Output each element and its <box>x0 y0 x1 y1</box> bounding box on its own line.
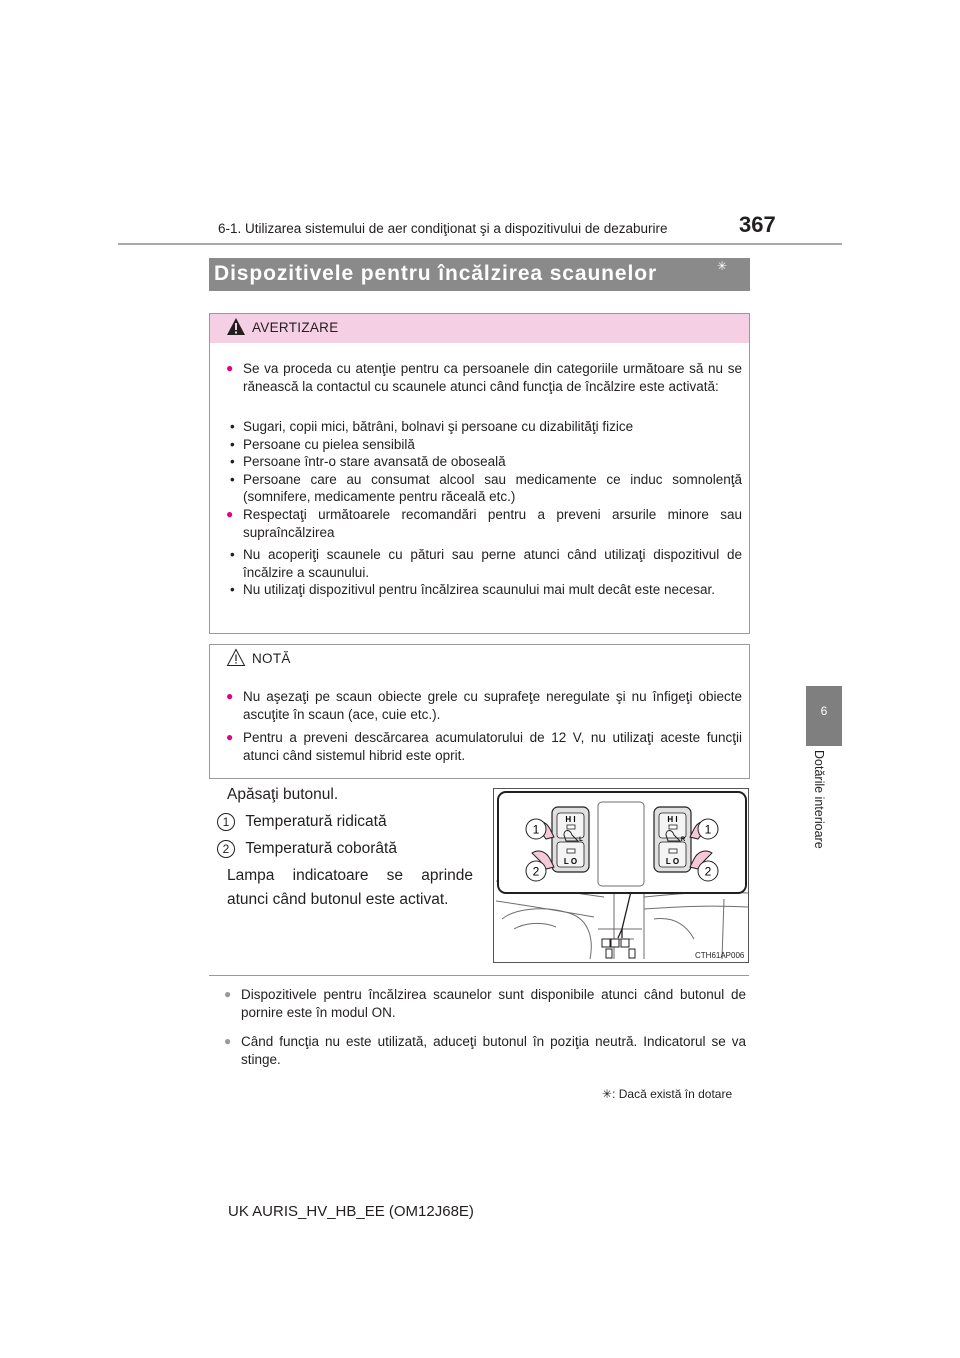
warning-sublist-1 <box>230 418 742 506</box>
bullet-dot-icon: ● <box>224 987 232 1001</box>
right-hi-label: H I <box>667 815 678 824</box>
footnote <box>602 1087 732 1101</box>
bullet-dot-icon: ● <box>226 689 234 703</box>
optional-equipment-star: ✳ <box>717 259 728 273</box>
list-item-text: Nu acoperiţi scaunele cu pături sau perne atunci când utilizaţi dispozitivul de încălzire a scaunului. <box>243 547 742 580</box>
info-bullet-2 <box>224 1033 746 1068</box>
warning-bullet-1 <box>226 360 742 395</box>
figure-callout-1-right: 1 <box>704 822 712 837</box>
list-item: • Persoane cu pielea sensibilă <box>230 436 415 452</box>
list-item: • Persoane care au consumat alcool sau medicamente ce induc somnolenţă (somnifere, medicamente pentru răceală etc.) <box>230 471 742 505</box>
seat-heater-figure <box>493 788 749 963</box>
callout-number: 1 <box>217 813 235 831</box>
footer-model-code: UK AURIS_HV_HB_EE (OM12J68E) <box>228 1203 474 1220</box>
figure-callout-2-left: 2 <box>532 864 540 879</box>
bullet-dot-icon: ● <box>226 361 234 375</box>
info-bullet-2-text: Când funcţia nu este utilizată, aduceţi butonul în poziţia neutră. Indicatorul se va stinge. <box>241 1034 746 1067</box>
instruction-item-1 <box>217 813 387 831</box>
note-bullet-1 <box>226 688 742 723</box>
bullet-dot-icon: ● <box>226 730 234 744</box>
header-title: 6-1. Utilizarea sistemului de aer condiţionat şi a dispozitivului de dezaburire <box>218 221 668 236</box>
instruction-item-1-text: Temperatură ridicată <box>245 813 387 830</box>
warning-bullet-1-text: Se va proceda cu atenţie pentru ca persoanele din categoriile următoare să nu se rănească la contactul cu scaunele atunci când funcţia de încălzire este activată: <box>243 361 742 394</box>
seat-heater-illustration <box>494 789 749 963</box>
header-divider <box>118 243 842 245</box>
list-item-text: Nu utilizaţi dispozitivul pentru încălzirea scaunului mai mult decât este necesar. <box>243 582 715 598</box>
instruction-press: Apăsaţi butonul. <box>227 786 339 803</box>
note-bullet-1-text: Nu aşezaţi pe scaun obiecte grele cu suprafeţe neregulate şi nu înfigeţi obiecte ascuţite în scaun (ace, cuie etc.). <box>243 689 742 722</box>
figure-callout-2-right: 2 <box>704 864 712 879</box>
bullet-dot-icon: ● <box>224 1034 232 1048</box>
list-item-text: Persoane cu pielea sensibilă <box>243 436 415 452</box>
instruction-item-2 <box>217 840 397 858</box>
left-hi-label: H I <box>565 815 576 824</box>
page-number: 367 <box>739 212 776 237</box>
list-item-text: Persoane care au consumat alcool sau medicamente ce induc somnolenţă (somnifere, medicamente pentru răceală etc.) <box>243 471 742 505</box>
info-bullet-1 <box>224 986 746 1021</box>
right-seat-letter: R <box>680 837 686 843</box>
figure-code: CTH61AP006 <box>695 951 745 960</box>
chapter-tab-number: 6 <box>820 704 828 718</box>
list-item-text: Persoane într-o stare avansată de oboseală <box>243 454 506 470</box>
callout-number: 2 <box>217 840 235 858</box>
instruction-lamp: Lampa indicatoare se aprinde atunci când butonul este activat. <box>227 867 473 908</box>
note-bullet-2-text: Pentru a preveni descărcarea acumulatorului de 12 V, nu utilizaţi aceste funcţii atunci când sistemul hibrid este oprit. <box>243 730 742 763</box>
warning-triangle-icon <box>226 317 246 336</box>
footnote-text: : Dacă există în dotare <box>612 1087 733 1101</box>
left-lo-label: L O <box>563 857 578 866</box>
warning-bullet-2 <box>226 506 742 541</box>
left-seat-letter: L <box>579 837 583 843</box>
section-divider <box>209 975 749 976</box>
info-bullet-1-text: Dispozitivele pentru încălzirea scaunelor sunt disponibile atunci când butonul de pornire este în modul ON. <box>241 987 746 1020</box>
footnote-star: ✳ <box>602 1087 613 1101</box>
right-lo-label: L O <box>665 857 680 866</box>
warning-bullet-2-text: Respectaţi următoarele recomandări pentru a preveni arsurile minore sau supraîncălzirea <box>243 507 742 540</box>
list-item: • Nu acoperiţi scaunele cu pături sau perne atunci când utilizaţi dispozitivul de încălzire a scaunului. <box>230 547 742 580</box>
bullet-dot-icon: ● <box>226 507 234 521</box>
warning-sublist-2 <box>230 546 742 599</box>
list-item: • Persoane într-o stare avansată de oboseală <box>230 454 506 470</box>
instruction-item-2-text: Temperatură coborâtă <box>245 840 397 857</box>
note-bullet-2 <box>226 729 742 764</box>
list-item: • Nu utilizaţi dispozitivul pentru încălzirea scaunului mai mult decât este necesar. <box>230 582 715 598</box>
caution-triangle-icon <box>226 648 246 667</box>
list-item-text: Sugari, copii mici, bătrâni, bolnavi şi persoane cu dizabilităţi fizice <box>243 419 634 434</box>
warning-title: AVERTIZARE <box>252 320 339 335</box>
chapter-label: Dotările interioare <box>812 750 826 849</box>
figure-callout-1-left: 1 <box>532 822 540 837</box>
note-title: NOTĂ <box>252 651 291 666</box>
list-item: • Sugari, copii mici, bătrâni, bolnavi şi persoane cu dizabilităţi fizice <box>230 419 634 434</box>
section-title: Dispozitivele pentru încălzirea scaunelor <box>214 262 658 285</box>
